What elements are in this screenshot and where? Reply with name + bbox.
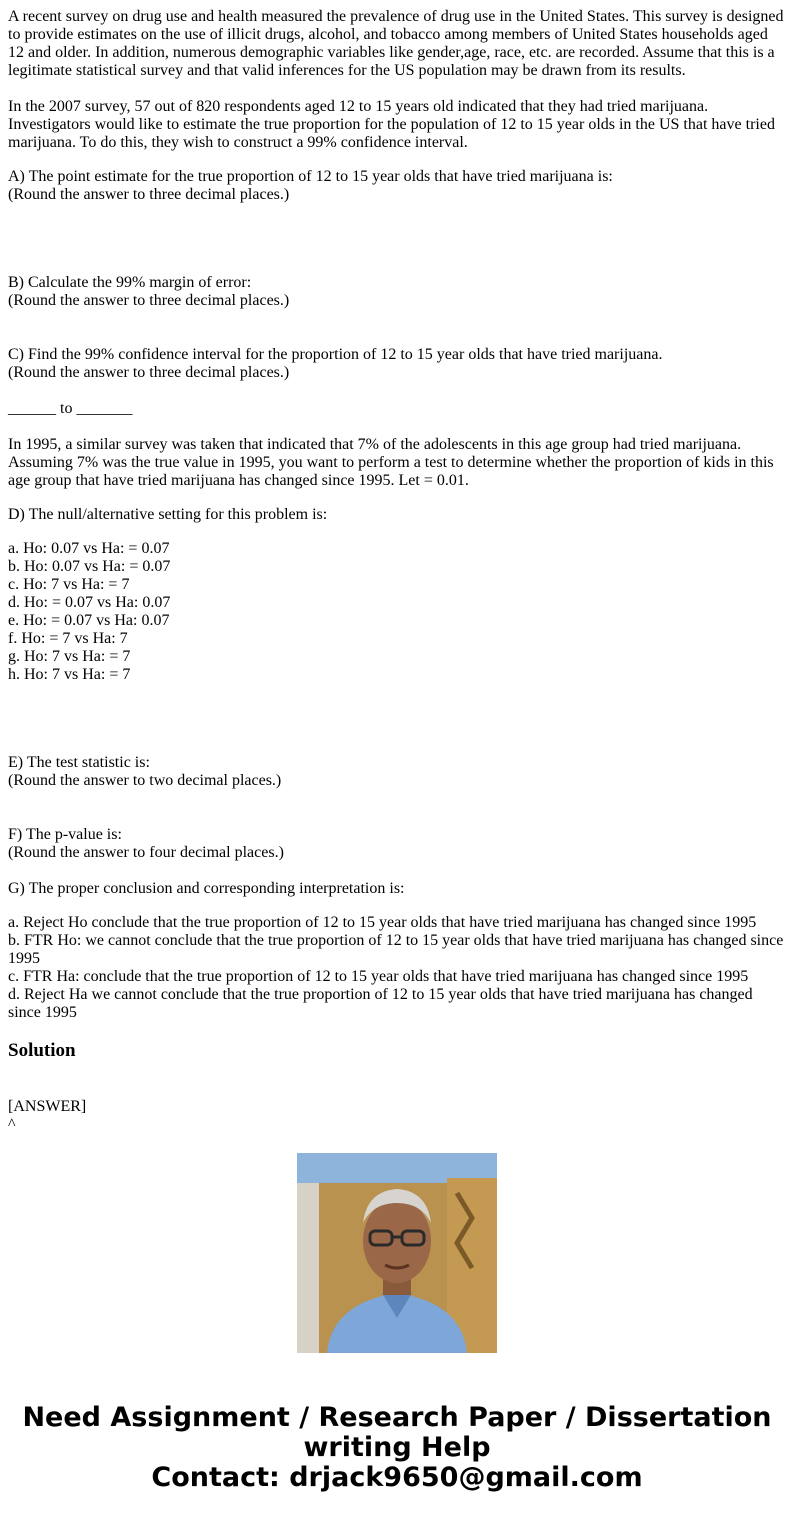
question-f-hint: (Round the answer to four decimal places.)	[8, 844, 284, 861]
solution-answer: [ANSWER]	[8, 1098, 87, 1115]
intro-paragraph	[8, 8, 786, 80]
solution-heading: Solution	[8, 1040, 76, 1061]
promo-banner	[0, 1403, 794, 1493]
option-item: 1995	[8, 950, 40, 967]
solution-partial-line: ^	[8, 1116, 16, 1133]
option-item: b. FTR Ho: we cannot conclude that the true proportion of 12 to 15 year olds that have tried marijuana has changed since	[8, 932, 784, 949]
test-setup-line: In 1995, a similar survey was taken that indicated that 7% of the adolescents in this age group had tried marijuana.	[8, 436, 742, 453]
question-a-text: A) The point estimate for the true proportion of 12 to 15 year olds that have tried marijuana is:	[8, 168, 613, 185]
option-item: f. Ho: = 7 vs Ha: 7	[8, 630, 128, 647]
promo-contact: Contact: drjack9650@gmail.com	[151, 1462, 643, 1493]
question-a-hint: (Round the answer to three decimal places.)	[8, 186, 290, 203]
intro-line: to provide estimates on the use of illicit drugs, alcohol, and tobacco among members of United States households aged	[8, 26, 768, 43]
option-item: g. Ho: 7 vs Ha: = 7	[8, 648, 131, 665]
question-b	[8, 274, 786, 310]
question-f-text: F) The p-value is:	[8, 826, 122, 843]
question-c-hint: (Round the answer to three decimal places.)	[8, 364, 290, 381]
question-b-text: B) Calculate the 99% margin of error:	[8, 274, 252, 291]
option-item: d. Ho: = 0.07 vs Ha: 0.07	[8, 594, 171, 611]
option-item: c. Ho: 7 vs Ha: = 7	[8, 576, 130, 593]
question-g-options	[8, 914, 786, 1022]
survey-paragraph	[8, 98, 786, 152]
option-item: d. Reject Ha we cannot conclude that the true proportion of 12 to 15 year olds that have tried marijuana has changed	[8, 986, 753, 1003]
test-setup-paragraph	[8, 436, 786, 490]
document-body	[8, 8, 786, 1133]
question-c	[8, 346, 786, 382]
question-a	[8, 168, 786, 204]
option-item: b. Ho: 0.07 vs Ha: = 0.07	[8, 558, 171, 575]
intro-line: A recent survey on drug use and health measured the prevalence of drug use in the United States. This survey is designed	[8, 8, 784, 25]
question-d-options	[8, 540, 786, 684]
test-setup-line: age group that have tried marijuana has changed since 1995. Let = 0.01.	[8, 472, 469, 489]
intro-line: legitimate statistical survey and that valid inferences for the US population may be drawn from its results.	[8, 62, 686, 79]
question-f	[8, 826, 786, 862]
author-portrait-icon	[297, 1153, 497, 1353]
option-item: e. Ho: = 0.07 vs Ha: 0.07	[8, 612, 170, 629]
question-e-hint: (Round the answer to two decimal places.)	[8, 772, 282, 789]
promo-line: writing Help	[303, 1432, 491, 1463]
option-item: since 1995	[8, 1004, 77, 1021]
intro-line: 12 and older. In addition, numerous demographic variables like gender,age, race, etc. are recorded. Assume that this is a	[8, 44, 775, 61]
author-photo	[297, 1153, 497, 1353]
promo-line: Need Assignment / Research Paper / Dissertation	[22, 1402, 772, 1433]
survey-line: Investigators would like to estimate the true proportion for the population of 12 to 15 year olds in the US that have tried	[8, 116, 775, 133]
test-setup-line: Assuming 7% was the true value in 1995, you want to perform a test to determine whether the proportion of kids in this	[8, 454, 774, 471]
question-g-text: G) The proper conclusion and corresponding interpretation is:	[8, 880, 405, 897]
question-e-text: E) The test statistic is:	[8, 754, 150, 771]
question-d-text: D) The null/alternative setting for this problem is:	[8, 506, 328, 523]
option-item: a. Ho: 0.07 vs Ha: = 0.07	[8, 540, 170, 557]
confidence-interval-blank: ______ to _______	[8, 400, 133, 417]
question-b-hint: (Round the answer to three decimal places.)	[8, 292, 290, 309]
option-item: h. Ho: 7 vs Ha: = 7	[8, 666, 131, 683]
question-c-text: C) Find the 99% confidence interval for the proportion of 12 to 15 year olds that have tried marijuana.	[8, 346, 663, 363]
option-item: a. Reject Ho conclude that the true proportion of 12 to 15 year olds that have tried marijuana has changed since 1995	[8, 914, 757, 931]
survey-line: marijuana. To do this, they wish to construct a 99% confidence interval.	[8, 134, 468, 151]
survey-line: In the 2007 survey, 57 out of 820 respondents aged 12 to 15 years old indicated that they had tried marijuana.	[8, 98, 709, 115]
option-item: c. FTR Ha: conclude that the true proportion of 12 to 15 year olds that have tried marijuana has changed since 1995	[8, 968, 749, 985]
question-e	[8, 754, 786, 790]
